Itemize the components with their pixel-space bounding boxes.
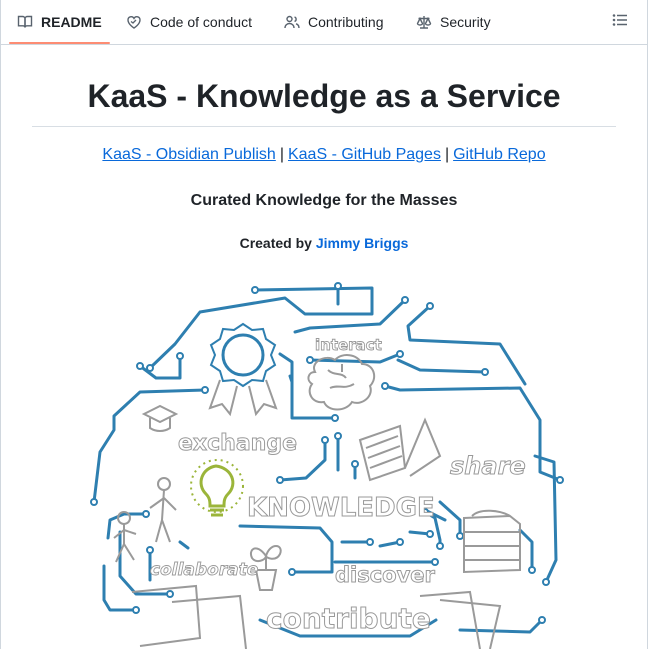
book-icon	[17, 14, 33, 30]
tab-contributing[interactable]	[284, 0, 384, 43]
tab-security-label: Security	[440, 13, 491, 30]
link-separator: |	[279, 146, 284, 163]
tab-code-of-conduct-label: Code of conduct	[150, 13, 252, 30]
outline-button[interactable]	[612, 12, 632, 32]
tab-contributing-label: Contributing	[308, 13, 384, 30]
code-of-conduct-icon	[126, 14, 142, 30]
banner-word-interact: interact	[315, 336, 382, 354]
readme-title: KaaS - Knowledge as a Service	[87, 78, 561, 114]
law-icon	[416, 14, 432, 30]
banner-word-share: share	[450, 452, 526, 480]
readme-links	[0, 144, 648, 166]
banner-word-collaborate: collaborate	[150, 560, 259, 580]
link-github-pages[interactable]: KaaS - GitHub Pages	[287, 146, 441, 163]
knowledge-banner-image	[80, 280, 570, 649]
tab-readme-label: README	[41, 13, 102, 30]
link-separator: |	[444, 146, 450, 163]
title-divider	[32, 126, 616, 127]
award-badge-icon	[210, 324, 276, 414]
author-link[interactable]: Jimmy Briggs	[315, 235, 409, 251]
link-obsidian-publish[interactable]: KaaS - Obsidian Publish	[102, 146, 276, 163]
open-book-icon	[360, 420, 440, 480]
graduation-cap-icon	[144, 406, 176, 431]
banner-word-exchange: exchange	[178, 431, 297, 456]
readme-tab-bar	[0, 0, 648, 45]
tab-readme[interactable]	[17, 0, 102, 43]
readme-credit	[0, 234, 648, 252]
brain-icon	[308, 355, 374, 409]
tab-security[interactable]	[416, 0, 491, 43]
credit-prefix: Created by	[239, 235, 312, 251]
books-stack-icon	[464, 511, 520, 572]
list-unordered-icon	[612, 12, 628, 28]
link-github-repo[interactable]: GitHub Repo	[453, 146, 546, 163]
banner-word-contribute: contribute	[266, 602, 431, 635]
people-icon	[284, 14, 300, 30]
tab-code-of-conduct[interactable]	[126, 0, 252, 43]
people-figures-icon	[114, 478, 176, 562]
banner-word-discover: discover	[335, 563, 435, 587]
readme-tagline: Curated Knowledge for the Masses	[190, 192, 458, 209]
banner-word-knowledge: KNOWLEDGE	[247, 493, 435, 523]
lightbulb-icon	[191, 460, 243, 515]
